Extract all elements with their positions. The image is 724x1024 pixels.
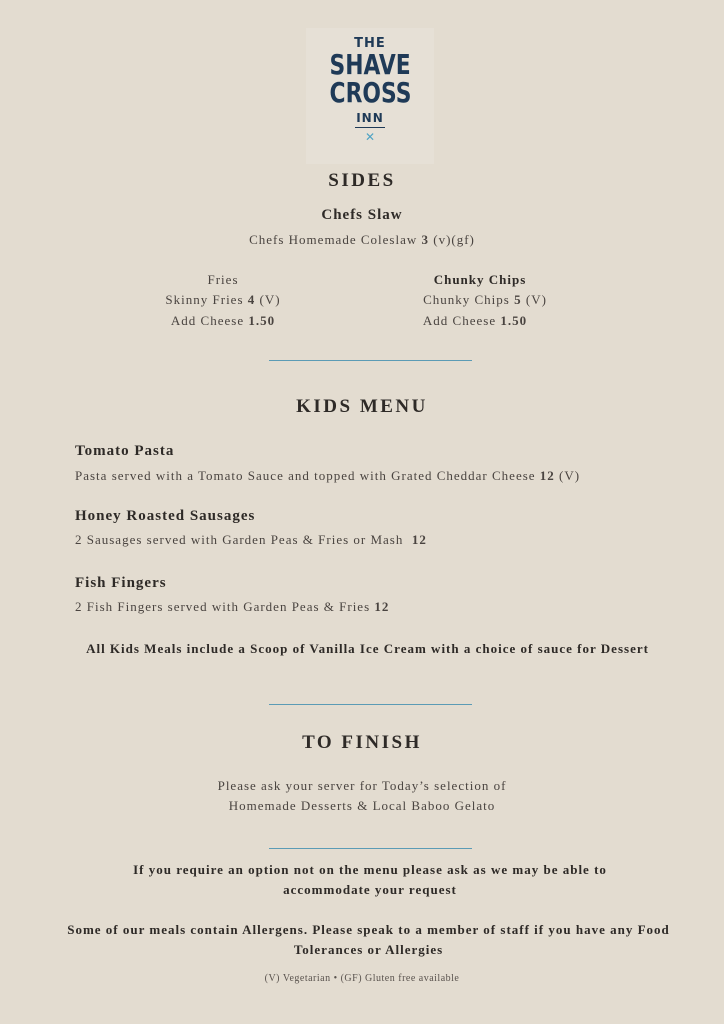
kids-menu-title: KIDS MENU [296, 396, 428, 417]
logo [306, 28, 434, 164]
logo-line-cross: CROSS [329, 76, 411, 109]
fries-desc: Skinny Fries 4 (V) [165, 292, 281, 307]
chefs-slaw-name: Chefs Slaw [321, 207, 403, 223]
kids-item-2-name: Honey Roasted Sausages [75, 508, 256, 524]
logo-line-inn: INN [356, 111, 384, 125]
crossed-knives-icon: ✕ [364, 130, 376, 144]
sides-title: SIDES [328, 170, 396, 191]
logo-line-shave: SHAVE [329, 48, 411, 81]
chunky-chips-desc: Chunky Chips 5 (V) [423, 292, 547, 307]
chunky-chips-name: Chunky Chips [433, 272, 527, 287]
kids-item-3-name: Fish Fingers [75, 575, 167, 591]
chunky-chips-extra: Add Cheese 1.50 [422, 313, 528, 328]
request-note: If you require an option not on the menu please ask as we may be able to accommodate your request [133, 862, 607, 897]
divider-2 [269, 704, 472, 705]
kids-dessert-note: All Kids Meals include a Scoop of Vanilla Ice Cream with a choice of sauce for Dessert [86, 641, 649, 656]
divider-1 [269, 360, 472, 361]
allergens-note: Some of our meals contain Allergens. Please speak to a member of staff if you have any Food Tolerances or Allergies [67, 922, 670, 957]
logo-line-the: THE [354, 36, 386, 51]
chefs-slaw-desc: Chefs Homemade Coleslaw 3 (v)(gf) [249, 232, 475, 247]
dietary-legend: (V) Vegetarian • (GF) Gluten free available [264, 973, 460, 984]
kids-item-1-desc: Pasta served with a Tomato Sauce and topped with Grated Cheddar Cheese 12 (V) [75, 468, 581, 483]
fries-extra: Add Cheese 1.50 [170, 313, 276, 328]
to-finish-title: TO FINISH [302, 732, 422, 753]
logo-underline [355, 127, 385, 128]
kids-item-3-desc: 2 Fish Fingers served with Garden Peas & Fries 12 [75, 599, 390, 614]
kids-item-2-desc: 2 Sausages served with Garden Peas & Fries or Mash 12 [75, 532, 427, 547]
finish-line-1: Please ask your server for Today’s selection of [217, 778, 507, 793]
divider-3 [269, 848, 472, 849]
finish-line-2: Homemade Desserts & Local Baboo Gelato [228, 798, 496, 813]
kids-item-1-name: Tomato Pasta [75, 443, 175, 459]
fries-name: Fries [207, 272, 239, 287]
